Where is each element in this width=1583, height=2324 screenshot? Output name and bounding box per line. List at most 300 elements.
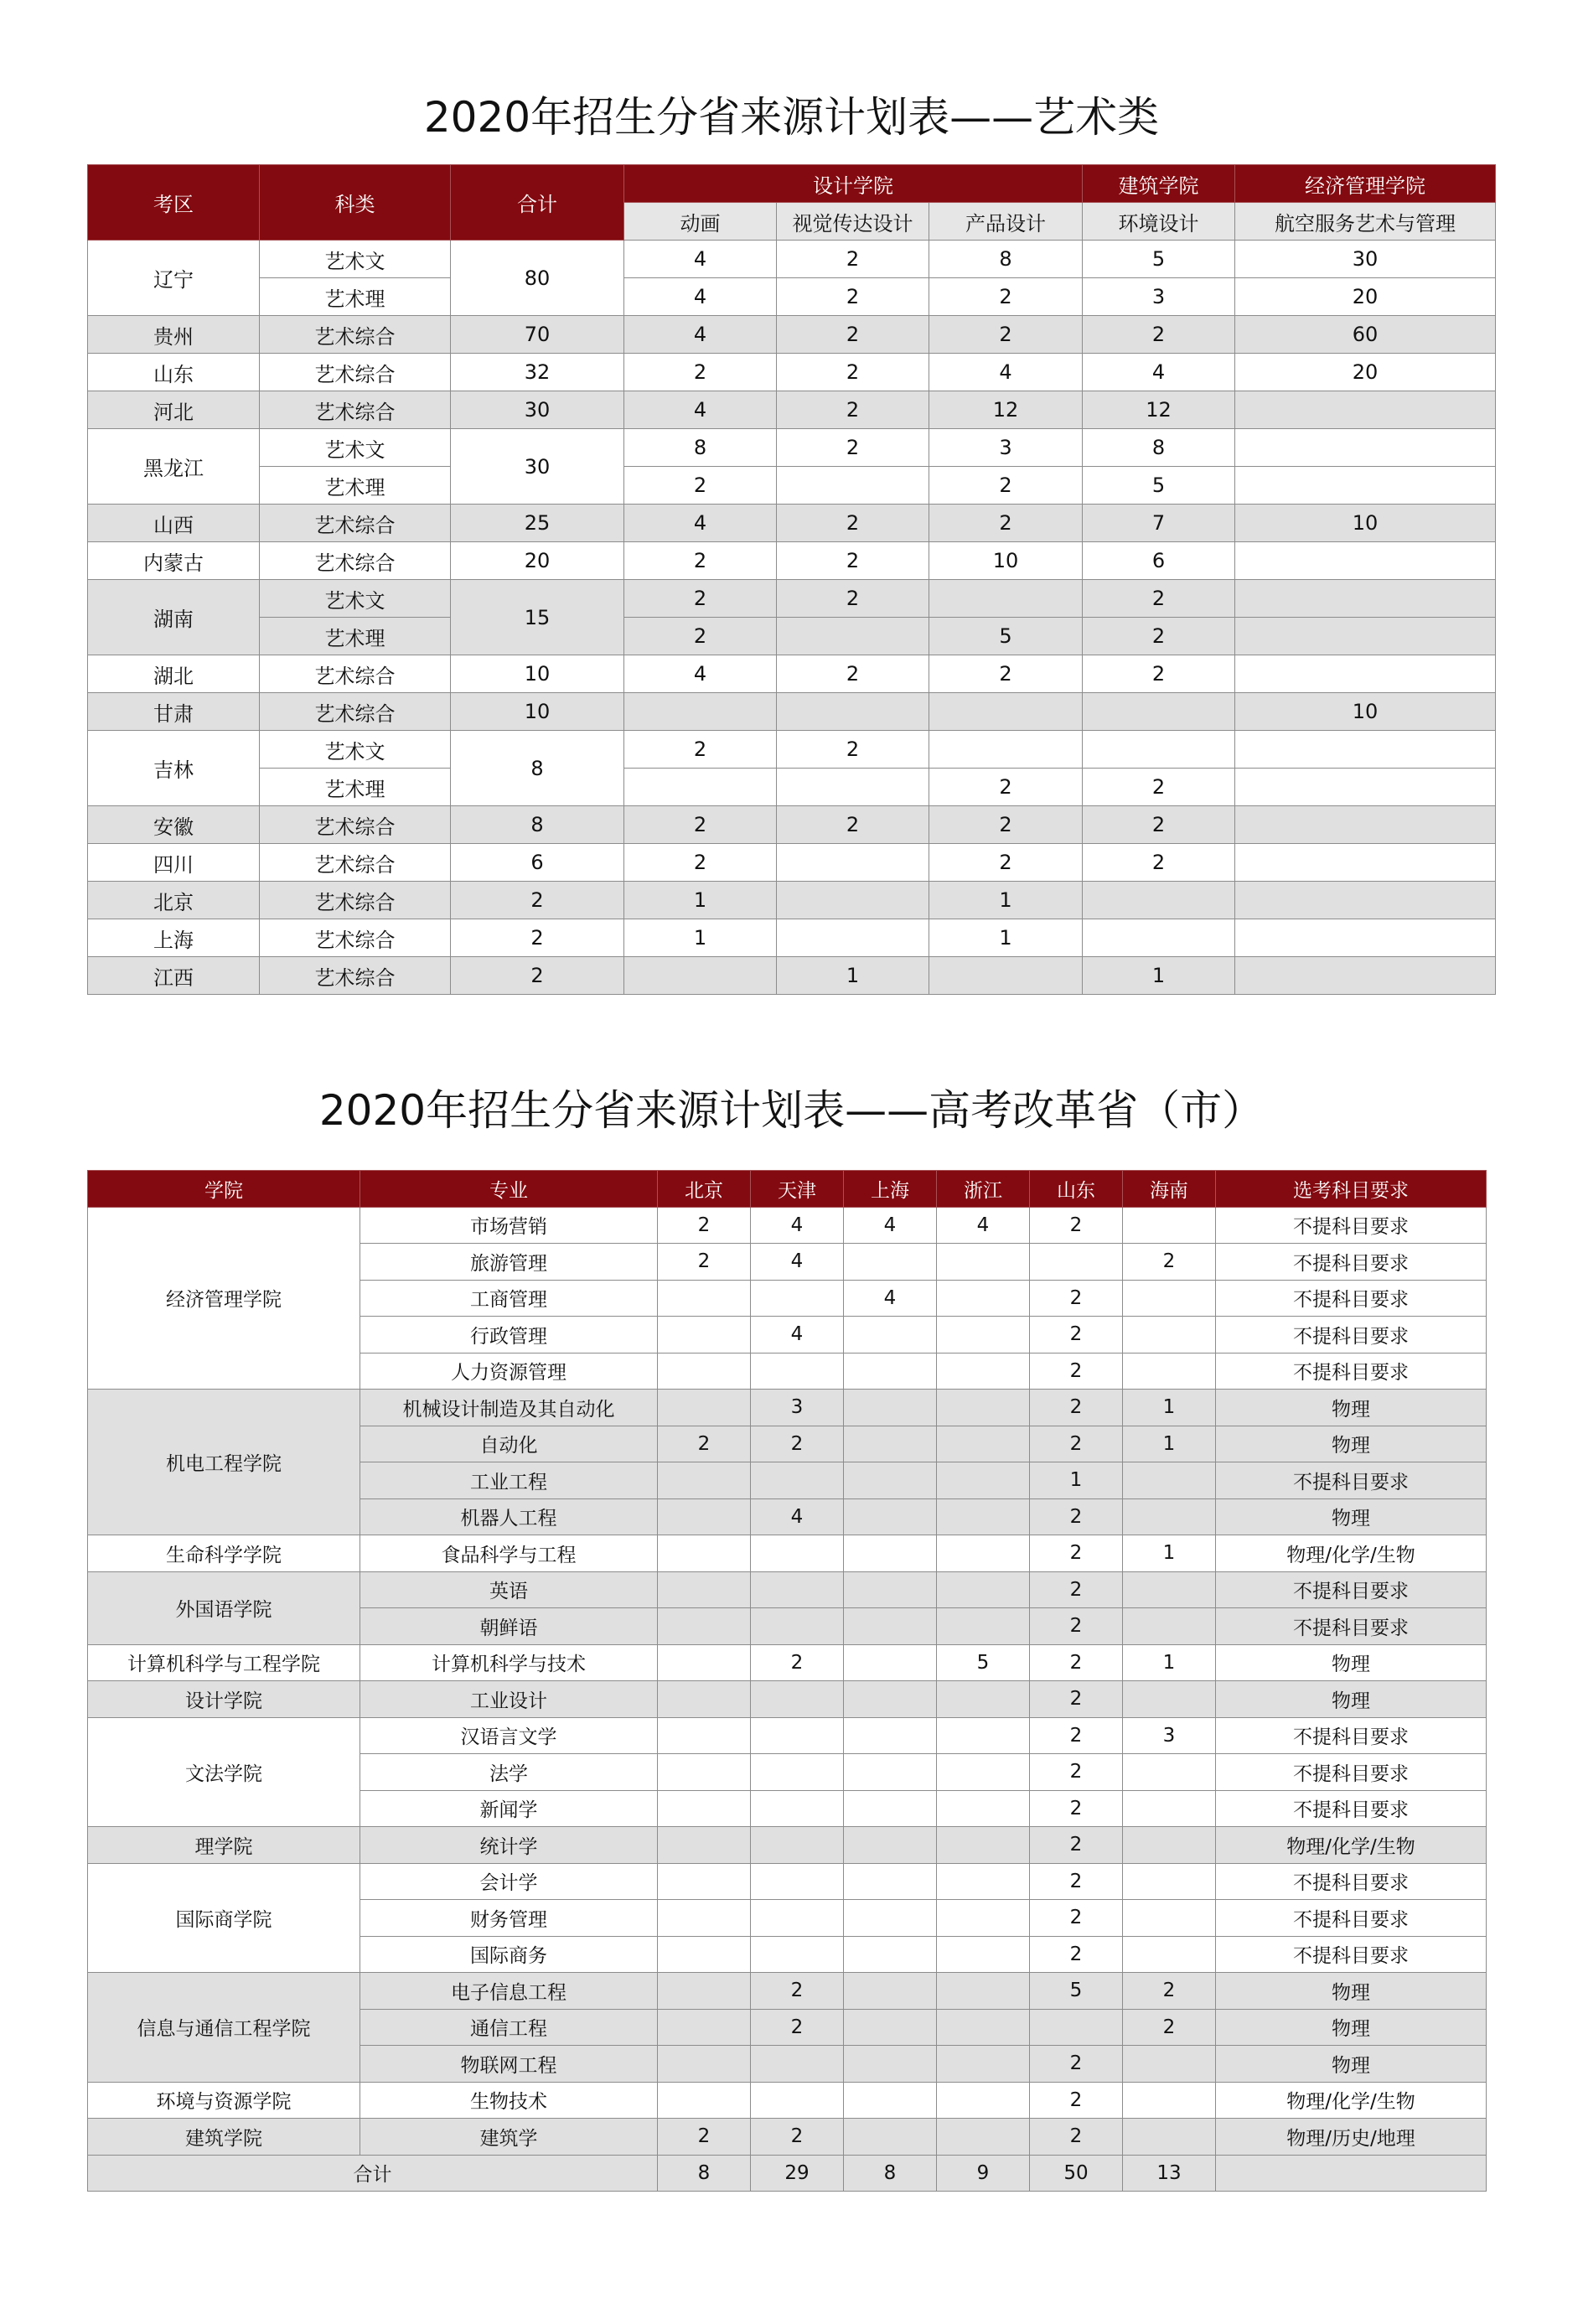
value-cell xyxy=(1083,693,1235,731)
category-cell: 艺术综合 xyxy=(260,542,451,580)
major-cell: 工业设计 xyxy=(360,1681,658,1718)
category-cell: 艺术综合 xyxy=(260,882,451,919)
value-cell xyxy=(751,2046,844,2083)
value-cell: 2 xyxy=(751,2009,844,2046)
table2-title: 2020年招生分省来源计划表——高考改革省（市） xyxy=(318,1086,1265,1135)
requirement-cell: 物理/化学/生物 xyxy=(1216,1535,1487,1572)
value-cell xyxy=(1083,882,1235,919)
category-cell: 艺术综合 xyxy=(260,505,451,542)
value-cell: 4 xyxy=(624,241,777,278)
value-cell: 2 xyxy=(929,806,1083,844)
value-cell xyxy=(844,1390,937,1426)
major-cell: 汉语言文学 xyxy=(360,1717,658,1754)
value-cell: 2 xyxy=(624,731,777,769)
value-cell: 2 xyxy=(1030,2046,1123,2083)
major-cell: 机械设计制造及其自动化 xyxy=(360,1390,658,1426)
region-cell: 上海 xyxy=(88,919,260,957)
value-cell xyxy=(1123,1863,1216,1900)
value-cell: 2 xyxy=(929,316,1083,354)
value-cell: 4 xyxy=(624,505,777,542)
value-cell: 2 xyxy=(1030,2082,1123,2119)
value-cell: 2 xyxy=(1030,1827,1123,1864)
category-cell: 艺术综合 xyxy=(260,354,451,391)
value-cell xyxy=(937,2082,1030,2119)
requirement-cell: 不提科目要求 xyxy=(1216,1790,1487,1827)
total-cell: 30 xyxy=(451,391,624,429)
table-row xyxy=(88,806,1496,844)
value-cell: 2 xyxy=(777,542,929,580)
value-cell: 2 xyxy=(751,2119,844,2156)
category-cell: 艺术综合 xyxy=(260,957,451,995)
value-cell: 2 xyxy=(751,1426,844,1462)
value-cell xyxy=(751,1535,844,1572)
value-cell: 4 xyxy=(751,1317,844,1354)
major-cell: 机器人工程 xyxy=(360,1498,658,1535)
value-cell xyxy=(844,1462,937,1499)
value-cell xyxy=(844,1498,937,1535)
category-cell: 艺术理 xyxy=(260,769,451,806)
value-cell xyxy=(929,693,1083,731)
value-cell: 2 xyxy=(1030,2119,1123,2156)
total-row xyxy=(88,2155,1487,2192)
value-cell xyxy=(658,2046,751,2083)
college-cell: 生命科学学院 xyxy=(88,1535,360,1572)
value-cell xyxy=(658,1754,751,1791)
total-cell: 2 xyxy=(451,882,624,919)
value-cell xyxy=(937,1244,1030,1281)
table-row xyxy=(88,1207,1487,1244)
value-cell xyxy=(844,1936,937,1973)
value-cell xyxy=(1030,2009,1123,2046)
major-cell: 国际商务 xyxy=(360,1936,658,1973)
value-cell xyxy=(658,1462,751,1499)
value-cell xyxy=(937,1754,1030,1791)
value-cell: 2 xyxy=(1083,769,1235,806)
value-cell xyxy=(658,1498,751,1535)
value-cell: 2 xyxy=(1083,655,1235,693)
requirement-cell: 物理 xyxy=(1216,1390,1487,1426)
header-requirement: 选考科目要求 xyxy=(1216,1171,1487,1208)
requirement-cell: 物理 xyxy=(1216,2046,1487,2083)
requirement-cell: 物理 xyxy=(1216,1644,1487,1681)
major-cell: 物联网工程 xyxy=(360,2046,658,2083)
value-cell: 1 xyxy=(929,919,1083,957)
value-cell: 2 xyxy=(624,542,777,580)
value-cell: 3 xyxy=(1123,1717,1216,1754)
category-cell: 艺术综合 xyxy=(260,391,451,429)
value-cell: 1 xyxy=(624,919,777,957)
value-cell xyxy=(658,1936,751,1973)
major-cell: 财务管理 xyxy=(360,1900,658,1937)
value-cell xyxy=(937,1353,1030,1390)
header-province: 北京 xyxy=(658,1171,751,1208)
table-row xyxy=(88,1681,1487,1718)
table-row xyxy=(88,278,1496,316)
value-cell xyxy=(844,1717,937,1754)
total-label: 合计 xyxy=(88,2155,658,2192)
region-cell: 四川 xyxy=(88,844,260,882)
value-cell xyxy=(658,1280,751,1317)
region-cell: 山东 xyxy=(88,354,260,391)
value-cell xyxy=(1123,1900,1216,1937)
value-cell xyxy=(1235,655,1496,693)
value-cell xyxy=(1235,957,1496,995)
value-cell xyxy=(1235,882,1496,919)
value-cell: 2 xyxy=(658,1244,751,1281)
value-cell xyxy=(844,1317,937,1354)
category-cell: 艺术理 xyxy=(260,618,451,655)
value-cell: 30 xyxy=(1235,241,1496,278)
region-cell: 北京 xyxy=(88,882,260,919)
major-cell: 工商管理 xyxy=(360,1280,658,1317)
total-cell: 8 xyxy=(451,806,624,844)
value-cell xyxy=(751,1608,844,1645)
value-cell: 4 xyxy=(937,1207,1030,1244)
table-row xyxy=(88,354,1496,391)
value-cell: 3 xyxy=(929,429,1083,467)
total-requirement xyxy=(1216,2155,1487,2192)
value-cell xyxy=(751,1790,844,1827)
value-cell xyxy=(658,1681,751,1718)
requirement-cell: 不提科目要求 xyxy=(1216,1207,1487,1244)
value-cell: 12 xyxy=(1083,391,1235,429)
value-cell xyxy=(658,1644,751,1681)
value-cell: 2 xyxy=(1123,1244,1216,1281)
requirement-cell: 不提科目要求 xyxy=(1216,1754,1487,1791)
value-cell xyxy=(751,1827,844,1864)
total-value: 8 xyxy=(844,2155,937,2192)
requirement-cell: 不提科目要求 xyxy=(1216,1717,1487,1754)
value-cell xyxy=(1123,1754,1216,1791)
requirement-cell: 物理/化学/生物 xyxy=(1216,2082,1487,2119)
value-cell xyxy=(1235,542,1496,580)
value-cell: 2 xyxy=(777,731,929,769)
table1-title: 2020年招生分省来源计划表——艺术类 xyxy=(423,93,1160,142)
total-cell: 25 xyxy=(451,505,624,542)
value-cell: 2 xyxy=(658,2119,751,2156)
value-cell xyxy=(1235,919,1496,957)
requirement-cell: 物理 xyxy=(1216,1973,1487,2010)
value-cell xyxy=(1123,1790,1216,1827)
value-cell xyxy=(844,1863,937,1900)
region-cell: 内蒙古 xyxy=(88,542,260,580)
total-cell: 15 xyxy=(451,580,624,655)
value-cell xyxy=(1235,806,1496,844)
value-cell xyxy=(777,693,929,731)
value-cell: 2 xyxy=(751,1973,844,2010)
value-cell xyxy=(624,769,777,806)
total-cell: 20 xyxy=(451,542,624,580)
value-cell xyxy=(751,1900,844,1937)
value-cell xyxy=(1235,844,1496,882)
major-cell: 自动化 xyxy=(360,1426,658,1462)
value-cell xyxy=(658,2009,751,2046)
table-row xyxy=(88,1827,1487,1864)
region-cell: 贵州 xyxy=(88,316,260,354)
value-cell xyxy=(1235,618,1496,655)
value-cell: 2 xyxy=(1030,1863,1123,1900)
value-cell xyxy=(1123,2082,1216,2119)
value-cell xyxy=(937,1317,1030,1354)
value-cell xyxy=(1123,1498,1216,1535)
value-cell: 2 xyxy=(751,1644,844,1681)
table-row xyxy=(88,655,1496,693)
value-cell: 1 xyxy=(1123,1644,1216,1681)
value-cell xyxy=(1123,1571,1216,1608)
header-group-architecture: 建筑学院 xyxy=(1083,165,1235,203)
value-cell: 2 xyxy=(1030,1900,1123,1937)
value-cell: 20 xyxy=(1235,278,1496,316)
category-cell: 艺术综合 xyxy=(260,806,451,844)
value-cell xyxy=(937,1717,1030,1754)
value-cell: 2 xyxy=(1030,1790,1123,1827)
total-cell: 2 xyxy=(451,919,624,957)
table-row xyxy=(88,844,1496,882)
major-cell: 建筑学 xyxy=(360,2119,658,2156)
value-cell xyxy=(658,1571,751,1608)
value-cell: 10 xyxy=(1235,693,1496,731)
value-cell: 5 xyxy=(1083,241,1235,278)
value-cell: 2 xyxy=(929,844,1083,882)
value-cell: 4 xyxy=(624,391,777,429)
value-cell xyxy=(937,1280,1030,1317)
value-cell xyxy=(777,919,929,957)
value-cell: 10 xyxy=(929,542,1083,580)
college-cell: 信息与通信工程学院 xyxy=(88,1973,360,2083)
value-cell: 2 xyxy=(624,618,777,655)
requirement-cell: 不提科目要求 xyxy=(1216,1936,1487,1973)
value-cell xyxy=(1123,1681,1216,1718)
major-cell: 电子信息工程 xyxy=(360,1973,658,2010)
value-cell: 3 xyxy=(1083,278,1235,316)
total-cell: 6 xyxy=(451,844,624,882)
value-cell: 2 xyxy=(929,655,1083,693)
value-cell: 2 xyxy=(1123,1973,1216,2010)
value-cell xyxy=(1123,1608,1216,1645)
requirement-cell: 不提科目要求 xyxy=(1216,1608,1487,1645)
requirement-cell: 不提科目要求 xyxy=(1216,1863,1487,1900)
value-cell xyxy=(937,1390,1030,1426)
value-cell: 1 xyxy=(624,882,777,919)
value-cell xyxy=(658,1973,751,2010)
region-cell: 黑龙江 xyxy=(88,429,260,505)
major-cell: 通信工程 xyxy=(360,2009,658,2046)
college-cell: 机电工程学院 xyxy=(88,1390,360,1535)
value-cell: 2 xyxy=(624,580,777,618)
college-cell: 文法学院 xyxy=(88,1717,360,1827)
header-major: 环境设计 xyxy=(1083,203,1235,241)
college-cell: 建筑学院 xyxy=(88,2119,360,2156)
value-cell xyxy=(751,1863,844,1900)
value-cell: 2 xyxy=(1030,1426,1123,1462)
value-cell xyxy=(937,2046,1030,2083)
value-cell: 2 xyxy=(1030,1317,1123,1354)
value-cell: 2 xyxy=(1030,1644,1123,1681)
header-province: 天津 xyxy=(751,1171,844,1208)
value-cell: 2 xyxy=(1030,1498,1123,1535)
category-cell: 艺术理 xyxy=(260,467,451,505)
value-cell: 2 xyxy=(1030,1681,1123,1718)
value-cell xyxy=(844,1571,937,1608)
total-value: 13 xyxy=(1123,2155,1216,2192)
value-cell xyxy=(624,693,777,731)
major-cell: 会计学 xyxy=(360,1863,658,1900)
value-cell: 8 xyxy=(1083,429,1235,467)
value-cell xyxy=(777,844,929,882)
total-cell: 30 xyxy=(451,429,624,505)
value-cell: 12 xyxy=(929,391,1083,429)
value-cell: 20 xyxy=(1235,354,1496,391)
table-row xyxy=(88,241,1496,278)
value-cell xyxy=(929,580,1083,618)
table-row xyxy=(88,1571,1487,1608)
value-cell xyxy=(844,1754,937,1791)
value-cell xyxy=(1235,731,1496,769)
value-cell: 4 xyxy=(1083,354,1235,391)
value-cell xyxy=(777,618,929,655)
value-cell: 2 xyxy=(658,1207,751,1244)
major-cell: 新闻学 xyxy=(360,1790,658,1827)
value-cell xyxy=(844,1644,937,1681)
value-cell: 2 xyxy=(1083,806,1235,844)
college-cell: 设计学院 xyxy=(88,1681,360,1718)
value-cell xyxy=(777,467,929,505)
value-cell xyxy=(1123,1353,1216,1390)
value-cell: 2 xyxy=(777,354,929,391)
category-cell: 艺术综合 xyxy=(260,655,451,693)
value-cell xyxy=(937,1462,1030,1499)
value-cell: 4 xyxy=(751,1207,844,1244)
value-cell xyxy=(658,1535,751,1572)
value-cell: 2 xyxy=(777,316,929,354)
value-cell xyxy=(844,2046,937,2083)
value-cell xyxy=(929,957,1083,995)
value-cell xyxy=(937,1498,1030,1535)
value-cell: 5 xyxy=(937,1644,1030,1681)
value-cell xyxy=(1235,467,1496,505)
table-row xyxy=(88,1644,1487,1681)
header-province: 浙江 xyxy=(937,1171,1030,1208)
total-value: 29 xyxy=(751,2155,844,2192)
value-cell xyxy=(844,1681,937,1718)
major-cell: 英语 xyxy=(360,1571,658,1608)
table-row xyxy=(88,1717,1487,1754)
total-cell: 32 xyxy=(451,354,624,391)
value-cell: 4 xyxy=(751,1244,844,1281)
value-cell xyxy=(844,2119,937,2156)
value-cell xyxy=(751,1462,844,1499)
value-cell: 1 xyxy=(1083,957,1235,995)
value-cell: 60 xyxy=(1235,316,1496,354)
category-cell: 艺术理 xyxy=(260,278,451,316)
value-cell xyxy=(1123,1207,1216,1244)
requirement-cell: 不提科目要求 xyxy=(1216,1571,1487,1608)
value-cell xyxy=(937,1936,1030,1973)
value-cell: 2 xyxy=(1030,1936,1123,1973)
table-row xyxy=(88,731,1496,769)
value-cell: 6 xyxy=(1083,542,1235,580)
value-cell: 2 xyxy=(929,278,1083,316)
value-cell: 1 xyxy=(777,957,929,995)
value-cell xyxy=(844,1900,937,1937)
value-cell: 2 xyxy=(1083,316,1235,354)
table-row xyxy=(88,919,1496,957)
table-row xyxy=(88,2119,1487,2156)
value-cell xyxy=(1083,919,1235,957)
value-cell xyxy=(844,2009,937,2046)
value-cell: 8 xyxy=(929,241,1083,278)
value-cell: 2 xyxy=(1083,580,1235,618)
value-cell xyxy=(1235,580,1496,618)
reform-province-table xyxy=(87,1170,1487,2192)
table-row xyxy=(88,769,1496,806)
value-cell xyxy=(658,1353,751,1390)
value-cell: 2 xyxy=(1030,1608,1123,1645)
value-cell xyxy=(658,1827,751,1864)
value-cell: 3 xyxy=(751,1390,844,1426)
requirement-cell: 不提科目要求 xyxy=(1216,1317,1487,1354)
value-cell: 2 xyxy=(777,429,929,467)
value-cell: 2 xyxy=(1030,1207,1123,1244)
value-cell: 2 xyxy=(929,505,1083,542)
table-row xyxy=(88,1863,1487,1900)
value-cell: 1 xyxy=(1030,1462,1123,1499)
value-cell xyxy=(751,1353,844,1390)
value-cell: 2 xyxy=(624,806,777,844)
total-cell: 8 xyxy=(451,731,624,806)
total-value: 9 xyxy=(937,2155,1030,2192)
value-cell xyxy=(929,731,1083,769)
value-cell: 2 xyxy=(1123,2009,1216,2046)
region-cell: 山西 xyxy=(88,505,260,542)
total-cell: 10 xyxy=(451,693,624,731)
value-cell xyxy=(1235,391,1496,429)
value-cell xyxy=(844,1353,937,1390)
table-row xyxy=(88,882,1496,919)
value-cell xyxy=(658,1608,751,1645)
header-college: 学院 xyxy=(88,1171,360,1208)
value-cell xyxy=(777,882,929,919)
header-province: 山东 xyxy=(1030,1171,1123,1208)
value-cell: 2 xyxy=(1030,1390,1123,1426)
major-cell: 法学 xyxy=(360,1754,658,1791)
value-cell xyxy=(1235,429,1496,467)
header-major: 动画 xyxy=(624,203,777,241)
value-cell: 2 xyxy=(777,580,929,618)
header-major: 专业 xyxy=(360,1171,658,1208)
value-cell: 2 xyxy=(929,769,1083,806)
college-cell: 经济管理学院 xyxy=(88,1207,360,1390)
value-cell: 4 xyxy=(751,1498,844,1535)
value-cell xyxy=(1123,1280,1216,1317)
region-cell: 湖南 xyxy=(88,580,260,655)
value-cell xyxy=(658,1390,751,1426)
value-cell xyxy=(751,2082,844,2119)
value-cell: 4 xyxy=(624,278,777,316)
value-cell xyxy=(751,1717,844,1754)
requirement-cell: 物理 xyxy=(1216,1498,1487,1535)
value-cell: 5 xyxy=(1030,1973,1123,2010)
major-cell: 朝鲜语 xyxy=(360,1608,658,1645)
value-cell xyxy=(658,1317,751,1354)
value-cell: 2 xyxy=(777,806,929,844)
header-total: 合计 xyxy=(451,165,624,241)
header-province: 上海 xyxy=(844,1171,937,1208)
value-cell xyxy=(1235,769,1496,806)
header-group-design: 设计学院 xyxy=(624,165,1083,203)
value-cell xyxy=(777,769,929,806)
requirement-cell: 不提科目要求 xyxy=(1216,1900,1487,1937)
